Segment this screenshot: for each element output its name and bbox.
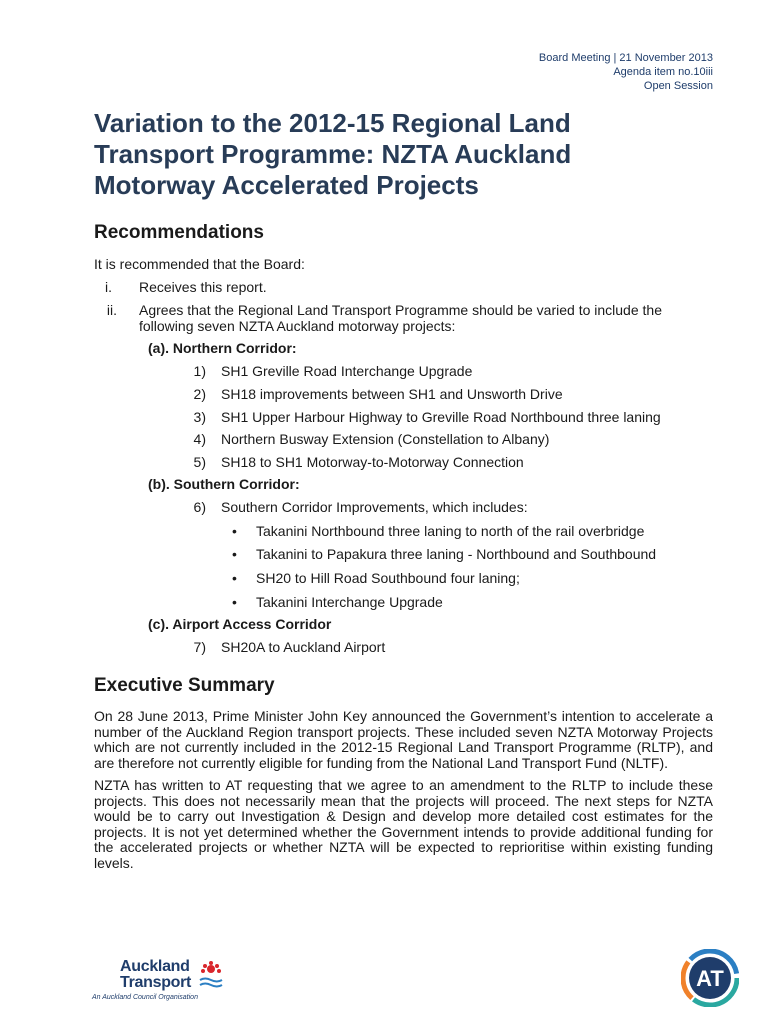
header-meeting: Board Meeting | 21 November 2013 xyxy=(538,52,713,64)
southern-bullet: Takanini Interchange Upgrade xyxy=(256,594,443,610)
item-ii-line-2: following seven NZTA Auckland motorway projects: xyxy=(139,318,456,334)
bullet-icon: • xyxy=(232,594,237,610)
item-ii-line-1: Agrees that the Regional Land Transport Programme should be varied to include the xyxy=(139,302,662,318)
northern-item: SH18 to SH1 Motorway-to-Motorway Connection xyxy=(221,454,524,470)
executive-summary-heading: Executive Summary xyxy=(94,675,275,696)
header-meta xyxy=(539,51,713,93)
northern-corridor-label: (a). Northern Corridor: xyxy=(148,340,297,356)
pohutukawa-flower-icon xyxy=(198,960,224,992)
recommendations-intro: It is recommended that the Board: xyxy=(94,256,305,272)
logo-word-auckland: Auckland xyxy=(120,958,190,975)
northern-item-marker: 5) xyxy=(193,454,206,470)
header-session: Open Session xyxy=(643,80,713,92)
logo-word-transport: Transport xyxy=(120,974,192,991)
southern-bullet: Takanini Northbound three laning to north of the rail overbridge xyxy=(256,523,645,539)
executive-summary-paragraph-1: On 28 June 2013, Prime Minister John Key announced the Government’s intention to accelerate a number of the Auckland Region transport projects. These included seven NZTA Motorway Projects which are not currently included in the 2012-15 Regional Land Transport Programme (RLTP), and are therefore not currently eligible for funding from the National Land Transport Fund (NLTF). xyxy=(94,708,713,771)
northern-item: SH18 improvements between SH1 and Unsworth Drive xyxy=(221,386,563,402)
at-roundel-logo xyxy=(681,949,739,1007)
logo-tagline: An Auckland Council Organisation xyxy=(92,994,198,1001)
recommendations-heading: Recommendations xyxy=(94,222,264,243)
item-i-marker: i. xyxy=(105,279,112,295)
northern-item: SH1 Greville Road Interchange Upgrade xyxy=(221,363,473,379)
bullet-icon: • xyxy=(232,570,237,586)
northern-item-marker: 4) xyxy=(193,431,206,447)
bullet-icon: • xyxy=(232,523,237,539)
airport-item: SH20A to Auckland Airport xyxy=(221,639,386,655)
airport-corridor-label: (c). Airport Access Corridor xyxy=(148,616,332,632)
southern-bullet: SH20 to Hill Road Southbound four laning; xyxy=(256,570,520,586)
item-i-text: Receives this report. xyxy=(139,279,267,295)
southern-item: Southern Corridor Improvements, which includes: xyxy=(221,499,528,515)
item-ii-marker: ii. xyxy=(106,302,117,318)
title-line-1: Variation to the 2012-15 Regional Land xyxy=(94,108,571,138)
northern-item: SH1 Upper Harbour Highway to Greville Road Northbound three laning xyxy=(221,409,661,425)
northern-item-marker: 3) xyxy=(193,409,206,425)
northern-item-marker: 1) xyxy=(193,363,206,379)
bullet-icon: • xyxy=(232,546,237,562)
southern-item-marker: 6) xyxy=(193,499,206,515)
airport-item-marker: 7) xyxy=(193,639,206,655)
header-agenda-item: Agenda item no.10iii xyxy=(613,66,713,78)
northern-item-marker: 2) xyxy=(193,386,206,402)
northern-item: Northern Busway Extension (Constellation to Albany) xyxy=(221,431,550,447)
logo-at-text: AT xyxy=(696,966,724,991)
southern-bullet: Takanini to Papakura three laning - Northbound and Southbound xyxy=(256,546,657,562)
title-line-3: Motorway Accelerated Projects xyxy=(94,170,479,200)
southern-corridor-label: (b). Southern Corridor: xyxy=(148,476,300,492)
auckland-transport-logo xyxy=(90,958,230,1004)
page-title xyxy=(94,108,714,201)
executive-summary-paragraph-2: NZTA has written to AT requesting that we agree to an amendment to the RLTP to include these projects. This does not necessarily mean that the projects will proceed. The next steps for NZTA would be to carry out Investigation & Design and develop more detailed cost estimates for the projects. It is not yet determined whether the Government intends to provide additional funding for the accelerated projects or whether NZTA will be expected to reprioritise within existing funding levels. xyxy=(94,777,713,871)
title-line-2: Transport Programme: NZTA Auckland xyxy=(94,139,572,169)
